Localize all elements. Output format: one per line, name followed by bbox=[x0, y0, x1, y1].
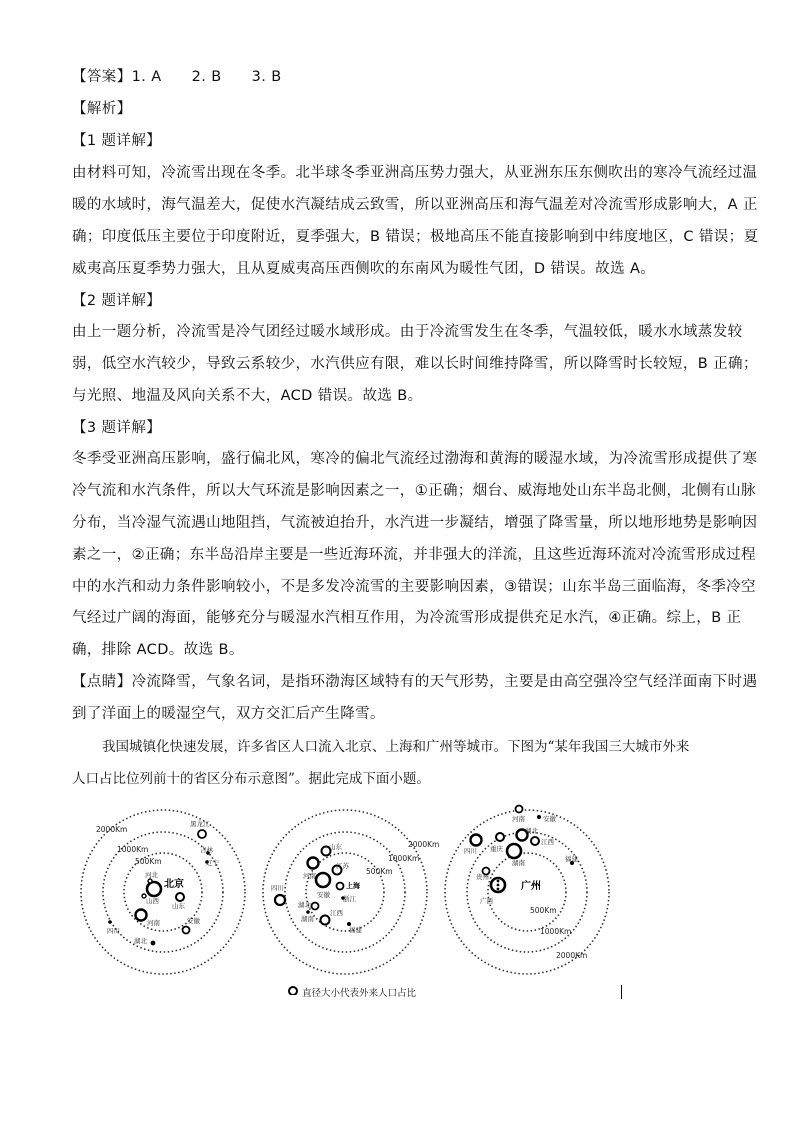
province-label: 湖北 bbox=[134, 937, 147, 945]
ring-label: 500Km bbox=[530, 906, 557, 915]
province-label: 江西 bbox=[330, 909, 343, 917]
province-label: 贵州 bbox=[476, 873, 489, 881]
province-marker bbox=[537, 815, 541, 819]
province-label: 湖南 bbox=[301, 915, 314, 923]
province-marker bbox=[108, 920, 112, 924]
q3-line: 素之一，②正确；东半岛沿岸主要是一些近海环流，并非强大的洋流，且这些近海环流对冷流雪形成过程 bbox=[72, 547, 756, 563]
city-migration-figure bbox=[0, 795, 794, 995]
province-label: 河南 bbox=[147, 919, 160, 927]
q1-title: 【1 题详解】 bbox=[72, 133, 162, 149]
province-label: 江西 bbox=[541, 838, 554, 846]
province-label: 湖北 bbox=[298, 901, 311, 909]
q3-line: 气经过广阔的海面，能够充分与暖湿水汽相互作用，为冷流雪形成提供充足水汽，④正确。综上，B 正 bbox=[72, 610, 742, 626]
province-label: 安徽 bbox=[187, 917, 200, 925]
q3-line: 冷气流和水汽条件，所以大气环流是影响因素之一，①正确；烟台、威海地处山东半岛北侧，北侧有山脉 bbox=[72, 483, 756, 499]
province-label: 辽宁 bbox=[206, 859, 219, 867]
ring-label: 500Km bbox=[135, 857, 162, 866]
q2-title: 【2 题详解】 bbox=[72, 293, 162, 309]
note-line: 到了洋面上的暖湿空气，双方交汇后产生降雪。 bbox=[72, 706, 385, 722]
beijing-ring-2000 bbox=[81, 810, 245, 974]
province-marker bbox=[497, 880, 500, 883]
shanghai-city-label: 上海 bbox=[346, 882, 360, 890]
question-stem: 我国城镇化快速发展，许多省区人口流入北京、上海和广州等城市。下图为“某年我国三大城市外来 bbox=[102, 739, 690, 755]
province-label: 四川 bbox=[464, 847, 477, 855]
province-marker bbox=[316, 873, 330, 887]
analysis-label: 【解析】 bbox=[72, 101, 132, 117]
province-label: 山东 bbox=[172, 902, 185, 910]
beijing-city-marker bbox=[147, 882, 161, 896]
province-label: 重庆 bbox=[490, 845, 503, 853]
text-cursor bbox=[621, 985, 622, 999]
province-label: 四川 bbox=[107, 927, 120, 935]
province-marker bbox=[497, 884, 500, 887]
ring-label: 1000Km bbox=[388, 854, 420, 863]
province-label: 湖南 bbox=[512, 859, 525, 867]
legend-marker bbox=[289, 987, 297, 995]
province-marker bbox=[312, 903, 319, 910]
q2-line: 弱，低空水汽较少，导致云系较少，水汽供应有限，难以长时间维持降雪，所以降雪时长较短，B 正确； bbox=[72, 356, 758, 372]
province-marker bbox=[198, 830, 206, 838]
ring-label: 500Km bbox=[366, 867, 393, 876]
province-label: 吉林 bbox=[200, 846, 213, 854]
province-label: 河南 bbox=[512, 815, 525, 823]
province-label: 山西 bbox=[146, 897, 159, 905]
q1-line: 确；印度低压主要位于印度附近，夏季强大，B 错误；极地高压不能直接影响到中纬度地区，C 错误；夏 bbox=[72, 229, 759, 245]
province-marker bbox=[306, 910, 310, 914]
q3-line: 中的水汽和动力条件影响较小，不是多发冷流雪的主要影响因素，③错误；山东半岛三面临海，冬季冷空 bbox=[72, 579, 756, 595]
answer-line bbox=[72, 67, 722, 87]
province-label: 四川 bbox=[271, 884, 284, 892]
q1-line: 暖的水域时，海气温差大，促使水汽凝结成云致雪，所以亚洲高压和海气温差对冷流雪形成影响大，A 正 bbox=[72, 197, 758, 213]
province-label: 黑龙江 bbox=[190, 820, 210, 828]
note-line bbox=[72, 672, 758, 692]
province-marker bbox=[183, 927, 190, 934]
answer-item-3: 3. B bbox=[251, 69, 282, 85]
ring-label: 2000Km bbox=[556, 951, 588, 960]
q2-line: 与光照、地温及风向关系不大，ACD 错误。故选 B。 bbox=[72, 388, 423, 404]
province-label: 福建 bbox=[349, 926, 362, 934]
ring-label: 1000Km bbox=[540, 927, 572, 936]
note-label: 【点睛】 bbox=[72, 674, 132, 690]
q3-line: 冬季受亚洲高压影响，盛行偏北风，寒冷的偏北气流经过渤海和黄海的暖湿水域，为冷流雪形成提供了寒 bbox=[72, 451, 758, 467]
q1-line: 由材料可知，冷流雪出现在冬季。北半球冬季亚洲高压势力强大，从亚洲东压东侧吹出的寒冷气流经过温 bbox=[72, 165, 758, 181]
shanghai-ring-1000 bbox=[285, 832, 405, 952]
question-stem: 人口占比位列前十的省区分布示意图”。据此完成下面小题。 bbox=[72, 771, 430, 787]
province-marker bbox=[497, 888, 500, 891]
province-marker bbox=[507, 844, 521, 858]
answer-label: 【答案】 bbox=[72, 69, 132, 85]
q1-line: 威夷高压夏季势力强大，且从夏威夷高压西侧吹的东南风为暖性气团，D 错误。故选 A。 bbox=[72, 261, 656, 277]
province-marker bbox=[516, 806, 523, 813]
q3-line: 分布，当冷湿气流遇山地阻挡，气流被迫抬升，水汽进一步凝结，增强了降雪量，所以地形地势是影响因 bbox=[72, 515, 758, 531]
province-marker bbox=[176, 893, 184, 901]
province-marker bbox=[308, 858, 319, 869]
province-marker bbox=[275, 895, 285, 905]
beijing-city-label: 北京 bbox=[164, 879, 184, 890]
province-label: 河南 bbox=[303, 872, 316, 880]
province-label: 湖北 bbox=[525, 827, 538, 835]
province-label: 安徽 bbox=[543, 815, 556, 823]
province-label: 福建 bbox=[565, 855, 578, 863]
answer-item-1: 1. A bbox=[131, 69, 162, 85]
q2-line: 由上一题分析，冷流雪是冷气团经过暖水域形成。由于冷流雪发生在冬季，气温较低，暖水水域蒸发较 bbox=[72, 324, 743, 340]
province-label: 河北 bbox=[145, 871, 158, 879]
province-label: 江苏 bbox=[336, 862, 349, 870]
province-label: 浙江 bbox=[343, 895, 356, 903]
province-marker bbox=[136, 910, 147, 921]
note-text: 冷流降雪，气象名词，是指环渤海区域特有的天气形势，主要是由高空强冷空气经洋面南下时遇 bbox=[131, 674, 758, 690]
q3-line: 确，排除 ACD。故选 B。 bbox=[72, 642, 244, 658]
ring-label: 1000Km bbox=[117, 845, 149, 854]
province-marker bbox=[496, 833, 504, 841]
province-marker bbox=[151, 941, 156, 946]
province-marker bbox=[531, 837, 539, 845]
province-label: 山东 bbox=[329, 843, 342, 851]
province-marker bbox=[471, 835, 482, 846]
ring-label: 2000Km bbox=[96, 825, 128, 834]
q3-title: 【3 题详解】 bbox=[72, 420, 162, 436]
guangzhou-city-label: 广州 bbox=[521, 881, 541, 892]
answer-item-2: 2. B bbox=[191, 69, 222, 85]
ring-label: 2000Km bbox=[408, 840, 440, 849]
figure-legend: 直径大小代表外来人口占比 bbox=[302, 988, 417, 999]
province-label: 广西 bbox=[480, 897, 493, 905]
province-marker bbox=[148, 879, 152, 883]
shanghai-city-marker bbox=[337, 883, 344, 890]
province-marker bbox=[321, 916, 330, 925]
shanghai-ring-2000 bbox=[263, 810, 427, 974]
province-label: 安徽 bbox=[317, 891, 330, 899]
